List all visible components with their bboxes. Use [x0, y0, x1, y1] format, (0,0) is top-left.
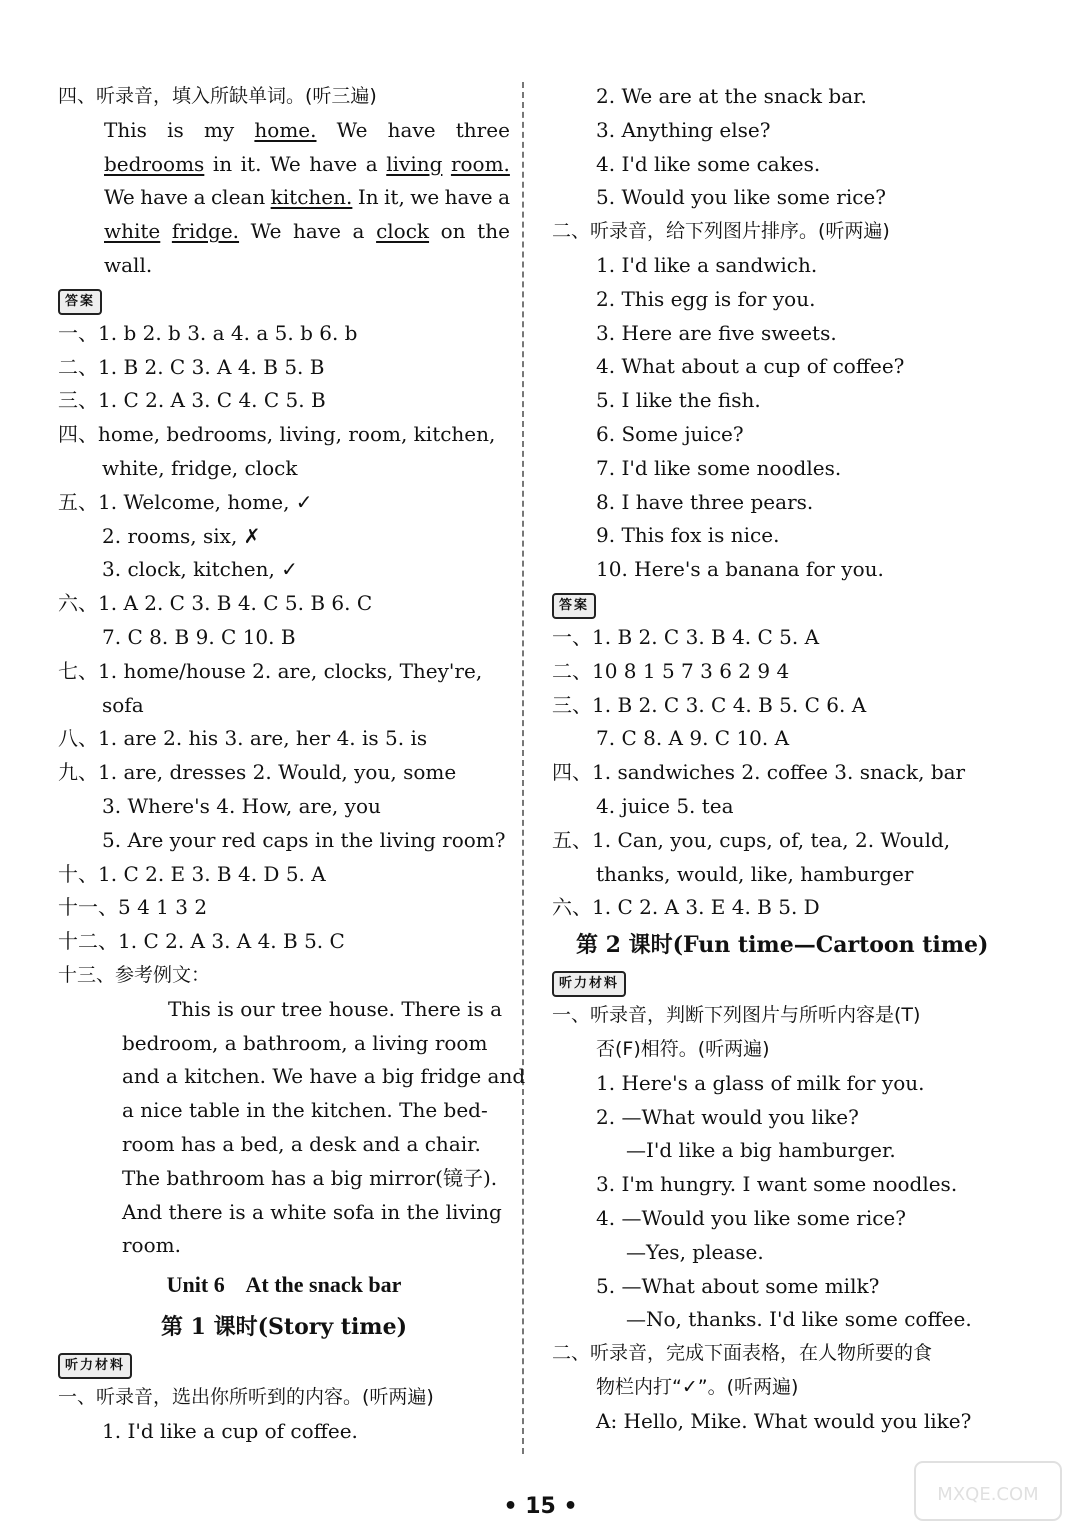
passage-line: This is my home. We have three [104, 117, 510, 142]
answer-line: 7. C 8. B 9. C 10. B [102, 624, 296, 649]
column-divider [522, 82, 524, 1454]
listening-badge-row [58, 1347, 510, 1381]
section-heading: 二、听录音，完成下面表格，在人物所要的食 [552, 1342, 933, 1365]
listening-badge-row [552, 965, 998, 999]
section-heading: 四、听录音，填入所缺单词。(听三遍) [58, 85, 377, 107]
listening-line: 2. We are at the snack bar. [596, 84, 867, 108]
listening-badge: 听力材料 [58, 1353, 132, 1379]
lesson-title: 第 2 课时(Fun time—Cartoon time) [576, 932, 989, 959]
svg-text:MXQE.COM: MXQE.COM [937, 1484, 1039, 1505]
passage-line: white fridge. We have a clock on the [104, 219, 510, 244]
listening-line: 2. —What would you like? [596, 1104, 859, 1129]
lesson-title: 第 1 课时(Story time) [161, 1314, 407, 1341]
listening-line: 3. I'm hungry. I want some noodles. [596, 1172, 958, 1197]
essay-line: a nice table in the kitchen. The bed- [122, 1098, 488, 1123]
listening-line: 4. What about a cup of coffee? [596, 354, 905, 379]
essay-line: and a kitchen. We have a big fridge and [122, 1064, 526, 1089]
section-heading: 物栏内打“✓”。(听两遍) [596, 1375, 799, 1398]
answer-line: 3. Where's 4. How, are, you [102, 793, 381, 818]
listening-line: —I'd like a big hamburger. [626, 1138, 896, 1163]
answer-badge: 答案 [58, 289, 102, 315]
page-number: • 15 • [503, 1494, 578, 1519]
watermark-logo [913, 1460, 1063, 1522]
answer-line: 五、1. Can, you, cups, of, tea, 2. Would, [552, 827, 951, 852]
answer-line: white, fridge, clock [102, 455, 298, 480]
listening-line: —No, thanks. I'd like some coffee. [626, 1307, 972, 1332]
passage-line: We have a clean kitchen. In it, we have a [104, 185, 510, 210]
answer-line: 四、home, bedrooms, living, room, kitchen, [58, 422, 496, 447]
answer-line: 五、1. Welcome, home, ✓ [58, 489, 313, 514]
listening-badge: 听力材料 [552, 971, 626, 997]
listening-line: A: Hello, Mike. What would you like? [596, 1408, 972, 1433]
answer-badge-row [552, 587, 998, 621]
passage-line: wall. [104, 252, 153, 277]
listening-line: —Yes, please. [626, 1239, 764, 1264]
essay-line: room. [122, 1233, 181, 1258]
unit-title: Unit 6 At the snack bar [166, 1272, 402, 1298]
answer-line: 八、1. are 2. his 3. are, her 4. is 5. is [58, 726, 428, 751]
listening-line: 1. I'd like a cup of coffee. [102, 1418, 358, 1443]
listening-line: 6. Some juice? [596, 421, 744, 446]
answer-line: 三、1. C 2. A 3. C 4. C 5. B [58, 388, 326, 413]
answer-line: 四、1. sandwiches 2. coffee 3. snack, bar [552, 760, 966, 785]
answer-line: 七、1. home/house 2. are, clocks, They're, [58, 658, 483, 683]
listening-line: 9. This fox is nice. [596, 523, 780, 548]
listening-line: 3. Anything else? [596, 117, 771, 142]
answer-line: 7. C 8. A 9. C 10. A [596, 726, 790, 751]
answer-line: 一、1. B 2. C 3. B 4. C 5. A [552, 624, 820, 649]
answer-line: 2. rooms, six, ✗ [102, 523, 261, 548]
section-heading: 二、听录音，给下列图片排序。(听两遍) [552, 220, 890, 243]
essay-line: room has a bed, a desk and a chair. [122, 1131, 481, 1156]
answer-line: 二、1. B 2. C 3. A 4. B 5. B [58, 354, 325, 379]
answer-line: 4. juice 5. tea [596, 793, 734, 818]
section-heading: 否(F)相符。(听两遍) [596, 1037, 770, 1060]
listening-line: 8. I have three pears. [596, 489, 814, 514]
passage-line: bedrooms in it. We have a living room. [104, 151, 510, 176]
answer-badge: 答案 [552, 593, 596, 619]
right-column [552, 80, 998, 1438]
essay-line: And there is a white sofa in the living [122, 1199, 502, 1224]
answer-line: 六、1. A 2. C 3. B 4. C 5. B 6. C [58, 591, 373, 616]
essay-line: The bathroom has a big mirror(镜子). [122, 1165, 498, 1190]
listening-line: 7. I'd like some noodles. [596, 455, 842, 480]
listening-line: 1. Here's a glass of milk for you. [596, 1070, 925, 1095]
listening-line: 4. I'd like some cakes. [596, 151, 821, 176]
essay-line: bedroom, a bathroom, a living room [122, 1030, 488, 1055]
answer-line: 十一、5 4 1 3 2 [58, 895, 208, 920]
listening-line: 5. I like the fish. [596, 388, 761, 413]
listening-line: 5. Would you like some rice? [596, 185, 886, 210]
essay-line: This is our tree house. There is a [168, 996, 503, 1021]
listening-line: 1. I'd like a sandwich. [596, 252, 818, 277]
answer-line: 六、1. C 2. A 3. E 4. B 5. D [552, 895, 820, 920]
answer-line: sofa [102, 692, 144, 717]
listening-line: 3. Here are five sweets. [596, 320, 837, 345]
section-heading: 一、听录音，判断下列图片与所听内容是(T) [552, 1004, 921, 1027]
answer-line: 十、1. C 2. E 3. B 4. D 5. A [58, 861, 326, 886]
answer-line: 3. clock, kitchen, ✓ [102, 557, 298, 582]
left-column [58, 80, 526, 1449]
listening-line: 2. This egg is for you. [596, 286, 816, 311]
answer-line: thanks, would, like, hamburger [596, 861, 914, 886]
answer-line: 二、10 8 1 5 7 3 6 2 9 4 [552, 658, 790, 683]
answer-line: 十二、1. C 2. A 3. A 4. B 5. C [58, 929, 345, 954]
listening-line: 5. —What about some milk? [596, 1273, 880, 1298]
listening-line: 10. Here's a banana for you. [596, 557, 884, 582]
answer-line: 5. Are your red caps in the living room? [102, 827, 506, 852]
listening-line: 4. —Would you like some rice? [596, 1205, 906, 1230]
answer-line: 一、1. b 2. b 3. a 4. a 5. b 6. b [58, 320, 358, 345]
answer-line: 三、1. B 2. C 3. C 4. B 5. C 6. A [552, 692, 867, 717]
answer-line: 十三、参考例文： [58, 963, 211, 986]
section-heading: 一、听录音，选出你所听到的内容。(听两遍) [58, 1386, 434, 1409]
answer-badge-row [58, 283, 510, 317]
answer-line: 九、1. are, dresses 2. Would, you, some [58, 760, 457, 785]
